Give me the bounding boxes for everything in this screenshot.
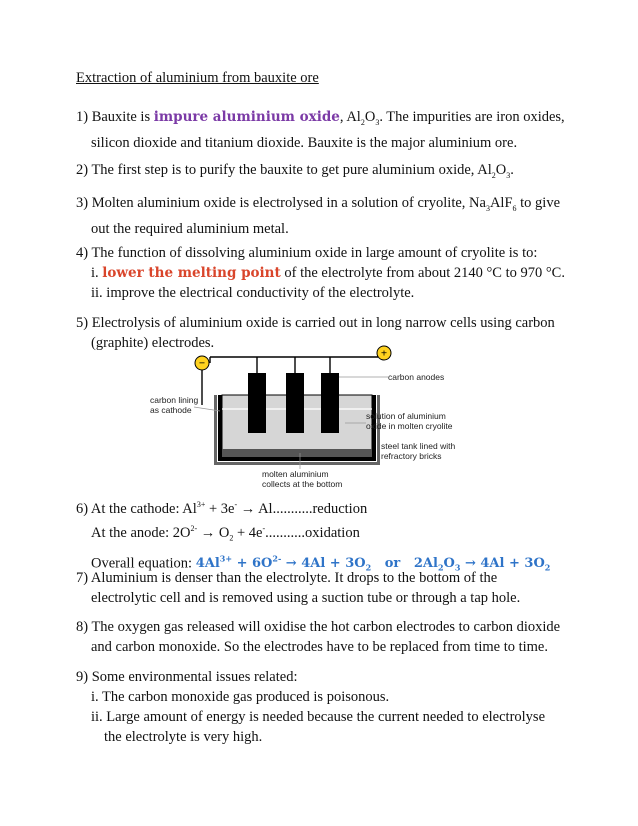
svg-text:oxide in molten cryolite: oxide in molten cryolite xyxy=(366,421,453,431)
svg-text:as cathode: as cathode xyxy=(150,405,192,415)
svg-text:refractory bricks: refractory bricks xyxy=(381,451,442,461)
page-title: Extraction of aluminium from bauxite ore xyxy=(76,70,319,86)
plus-terminal-icon: + xyxy=(380,347,388,360)
point-8: 8) The oxygen gas released will oxidise the hot carbon electrodes to carbon dioxide and carbon monoxide. So the electrodes have to be replaced from time to time. xyxy=(76,619,561,655)
point-1: 1) Bauxite is impure aluminium oxide, $Al_2O_3$. The impurities are iron oxides, silicon dioxide and titanium dioxide. Bauxite is the major aluminium ore. xyxy=(76,109,565,151)
svg-text:steel tank lined with: steel tank lined with xyxy=(381,441,456,451)
highlight-lower-melting-point: lower the melting point xyxy=(102,265,281,281)
point-5: 5) Electrolysis of aluminium oxide is carried out in long narrow cells using carbon (graphite) electrodes. xyxy=(76,315,555,351)
svg-text:solution of aluminium: solution of aluminium xyxy=(366,411,446,421)
point-4: 4) The function of dissolving aluminium oxide in large amount of cryolite is to: i. lower the melting point of the electrolyte from about 2140 °C to 970 °C. ii. improve the electrical conductivity of the electrolyte. xyxy=(76,245,565,301)
point-3: 3) Molten aluminium oxide is electrolysed in a solution of cryolite, $Na_3AlF_6$ to give out the required aluminium metal. xyxy=(76,195,561,237)
point-7: 7) Aluminium is denser than the electrolyte. It drops to the bottom of the electrolytic cell and is removed using a suction tube or through a tap hole. xyxy=(76,570,521,606)
svg-text:carbon anodes: carbon anodes xyxy=(388,372,445,382)
point-2: 2) The first step is to purify the bauxite to get pure aluminium oxide, $Al_2O_3$. xyxy=(76,162,514,180)
electrolysis-cell-diagram xyxy=(150,345,480,495)
svg-text:molten aluminium: molten aluminium xyxy=(262,469,329,479)
minus-terminal-icon: − xyxy=(198,357,206,370)
point-9: 9) Some environmental issues related: i. The carbon monoxide gas produced is poisonous. ii. Large amount of energy is needed because the current needed to electrolyse the electrolyte is very high. xyxy=(76,669,546,745)
svg-text:collects at the bottom: collects at the bottom xyxy=(262,479,343,489)
overall-equation: Overall equation: $4Al^{3+} + 6O^{2-} \to 4Al + 3O_2$ or $2Al_2O_3 \to 4Al + 3O_2$ xyxy=(91,553,551,573)
point-6: 6) At the cathode: $Al^{3+} + 3e^-$ → Al...........reduction At the anode: $2O^{2-} \to O_2$ + 4e-...........oxidation Overall equation: $4Al^{3+} + 6O^{2-} \to 4Al + 3O_2$ or $2Al_2O_3 \to 4Al + 3O_2$ xyxy=(76,495,596,577)
highlight-impure-aluminium-oxide: impure aluminium oxide xyxy=(153,109,340,125)
svg-text:carbon lining: carbon lining xyxy=(150,395,199,405)
